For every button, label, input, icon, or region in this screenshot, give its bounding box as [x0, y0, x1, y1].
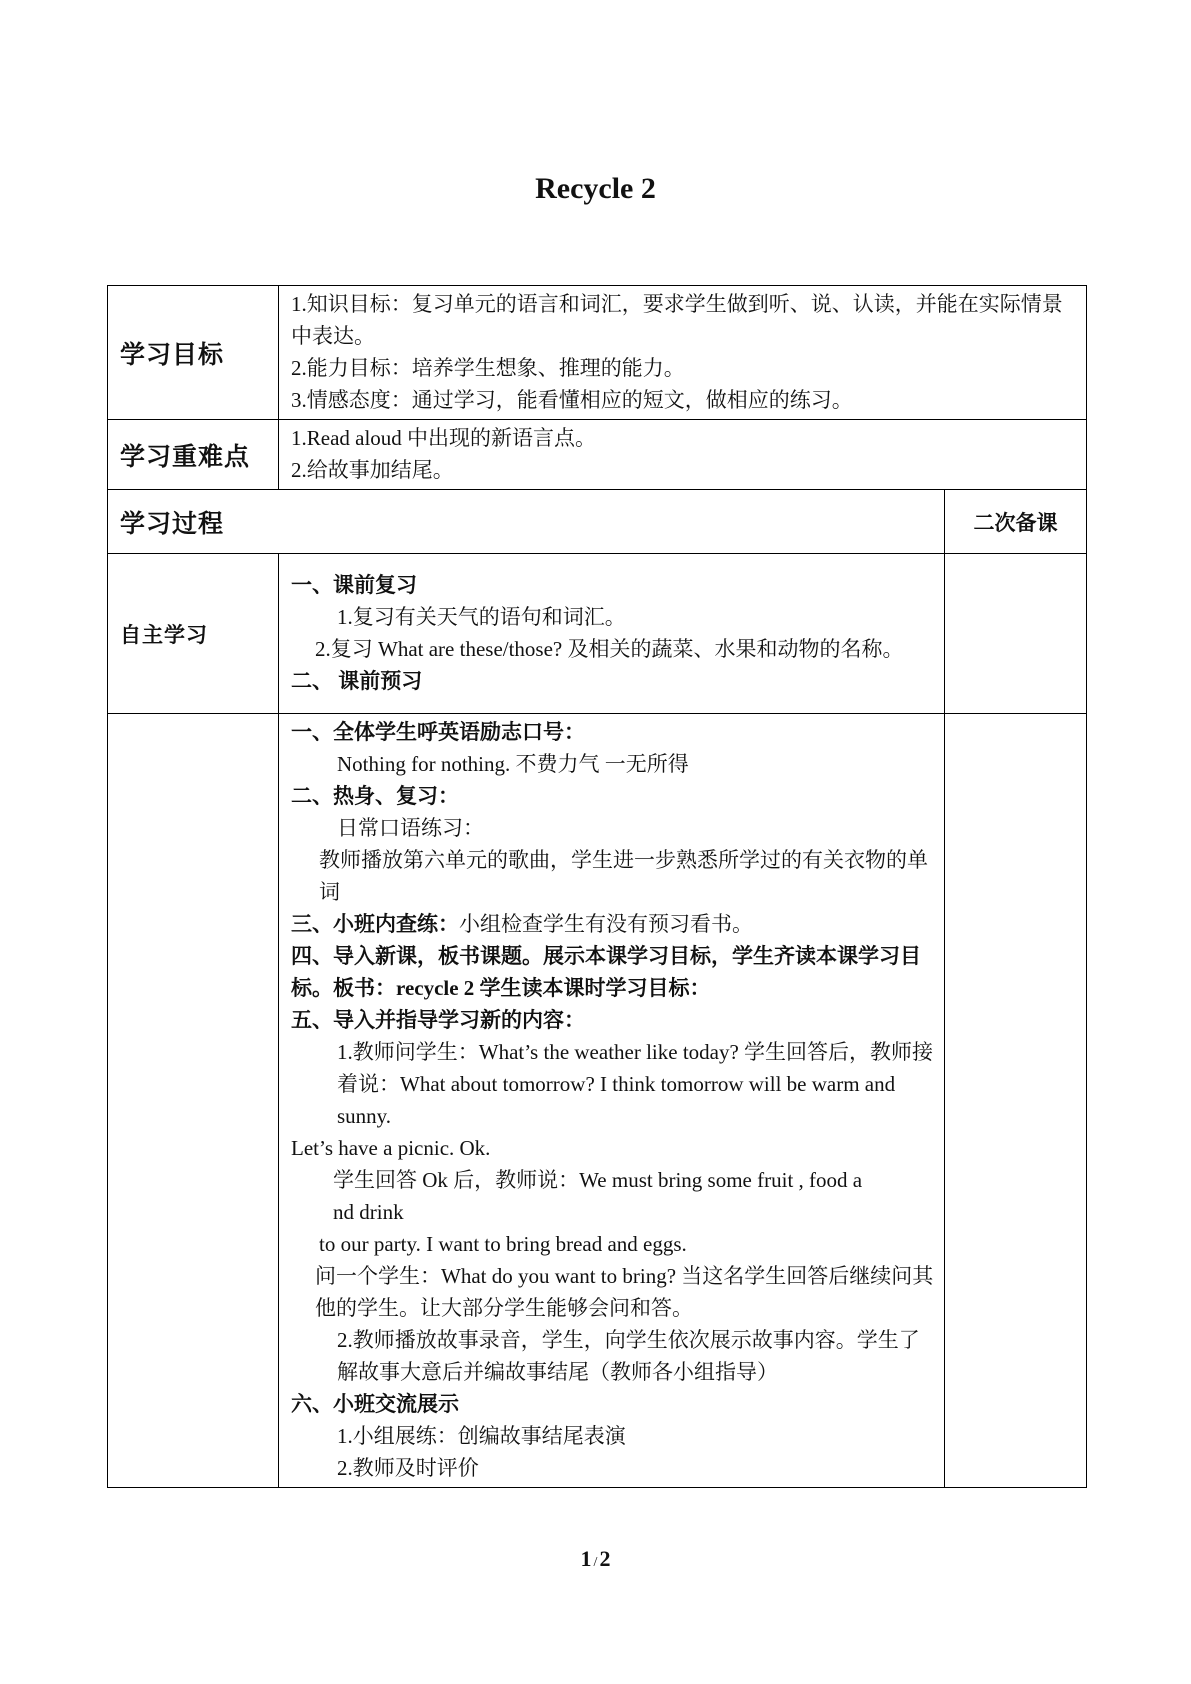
row-self-study — [108, 554, 1087, 714]
process-label: 学习过程 — [108, 490, 945, 554]
row-key-points — [108, 420, 1087, 490]
row-process-header — [108, 490, 1087, 554]
section-heading: 四、导入新课，板书课题。展示本课学习目标，学生齐读本课学习目标。板书：recycle 2 学生读本课时学习目标： — [291, 944, 921, 1000]
document-title: Recycle 2 — [535, 172, 656, 205]
total-pages: 2 — [599, 1546, 611, 1571]
text-line: 1.教师问学生：What’s the weather like today? 学生回答后，教师接着说：What about tomorrow? I think tomorrow will be warm and sunny. — [337, 1040, 934, 1128]
text-line: 2.教师及时评价 — [337, 1456, 479, 1480]
section-heading: 五、导入并指导学习新的内容： — [291, 1008, 585, 1032]
section-heading: 六、小班交流展示 — [291, 1392, 459, 1416]
text-line: 2.复习 What are these/those? 及相关的蔬菜、水果和动物的名称。 — [315, 637, 904, 661]
text-line: 1.复习有关天气的语句和词汇。 — [337, 605, 626, 629]
key-points-content — [279, 420, 1087, 490]
second-prep-header: 二次备课 — [945, 490, 1087, 554]
text-line: to our party. I want to bring bread and eggs. — [319, 1232, 687, 1256]
page-separator: / — [593, 1555, 598, 1570]
page-number — [0, 1546, 1191, 1572]
text-line: 1.小组展练：创编故事结尾表演 — [337, 1424, 626, 1448]
row-procedure — [108, 714, 1087, 1488]
text-line: nd drink — [333, 1200, 404, 1224]
text-line — [291, 908, 934, 940]
text-line: Nothing for nothing. 不费力气 一无所得 — [337, 752, 689, 776]
procedure-label — [108, 714, 279, 1488]
current-page: 1 — [580, 1546, 592, 1571]
text-line: 2.教师播放故事录音，学生，向学生依次展示故事内容。学生了解故事大意后并编故事结尾（教师各小组指导） — [337, 1328, 920, 1384]
section-heading: 二、热身、复习： — [291, 784, 459, 808]
objective-line: 1.知识目标：复习单元的语言和词汇，要求学生做到听、说、认读，并能在实际情景中表达。 — [291, 292, 1063, 348]
text-span: 小组检查学生有没有预习看书。 — [459, 912, 753, 936]
key-points-label: 学习重难点 — [108, 420, 279, 490]
second-prep-cell — [945, 554, 1087, 714]
text-line: 学生回答 Ok 后，教师说：We must bring some fruit , food a — [333, 1168, 863, 1192]
text-line: 问一个学生：What do you want to bring? 当这名学生回答后继续问其他的学生。让大部分学生能够会问和答。 — [315, 1264, 934, 1320]
text-line: 日常口语练习： — [337, 816, 484, 840]
self-study-label: 自主学习 — [108, 554, 279, 714]
key-point-line: 1.Read aloud 中出现的新语言点。 — [291, 426, 597, 450]
text-line: Let’s have a picnic. Ok. — [291, 1136, 491, 1160]
section-heading: 二、 课前预习 — [291, 669, 423, 693]
section-heading: 一、课前复习 — [291, 573, 417, 597]
self-study-content — [279, 554, 945, 714]
lesson-plan-table — [107, 285, 1087, 1488]
text-line: 教师播放第六单元的歌曲，学生进一步熟悉所学过的有关衣物的单词 — [319, 848, 928, 904]
procedure-content — [279, 714, 945, 1488]
second-prep-cell — [945, 714, 1087, 1488]
objectives-label: 学习目标 — [108, 286, 279, 420]
objectives-content — [279, 286, 1087, 420]
section-heading: 一、全体学生呼英语励志口号： — [291, 720, 585, 744]
key-point-line: 2.给故事加结尾。 — [291, 458, 454, 482]
objective-line: 3.情感态度：通过学习，能看懂相应的短文，做相应的练习。 — [291, 388, 853, 412]
section-heading: 三、小班内查练： — [291, 912, 459, 936]
row-objectives — [108, 286, 1087, 420]
objective-line: 2.能力目标：培养学生想象、推理的能力。 — [291, 356, 685, 380]
